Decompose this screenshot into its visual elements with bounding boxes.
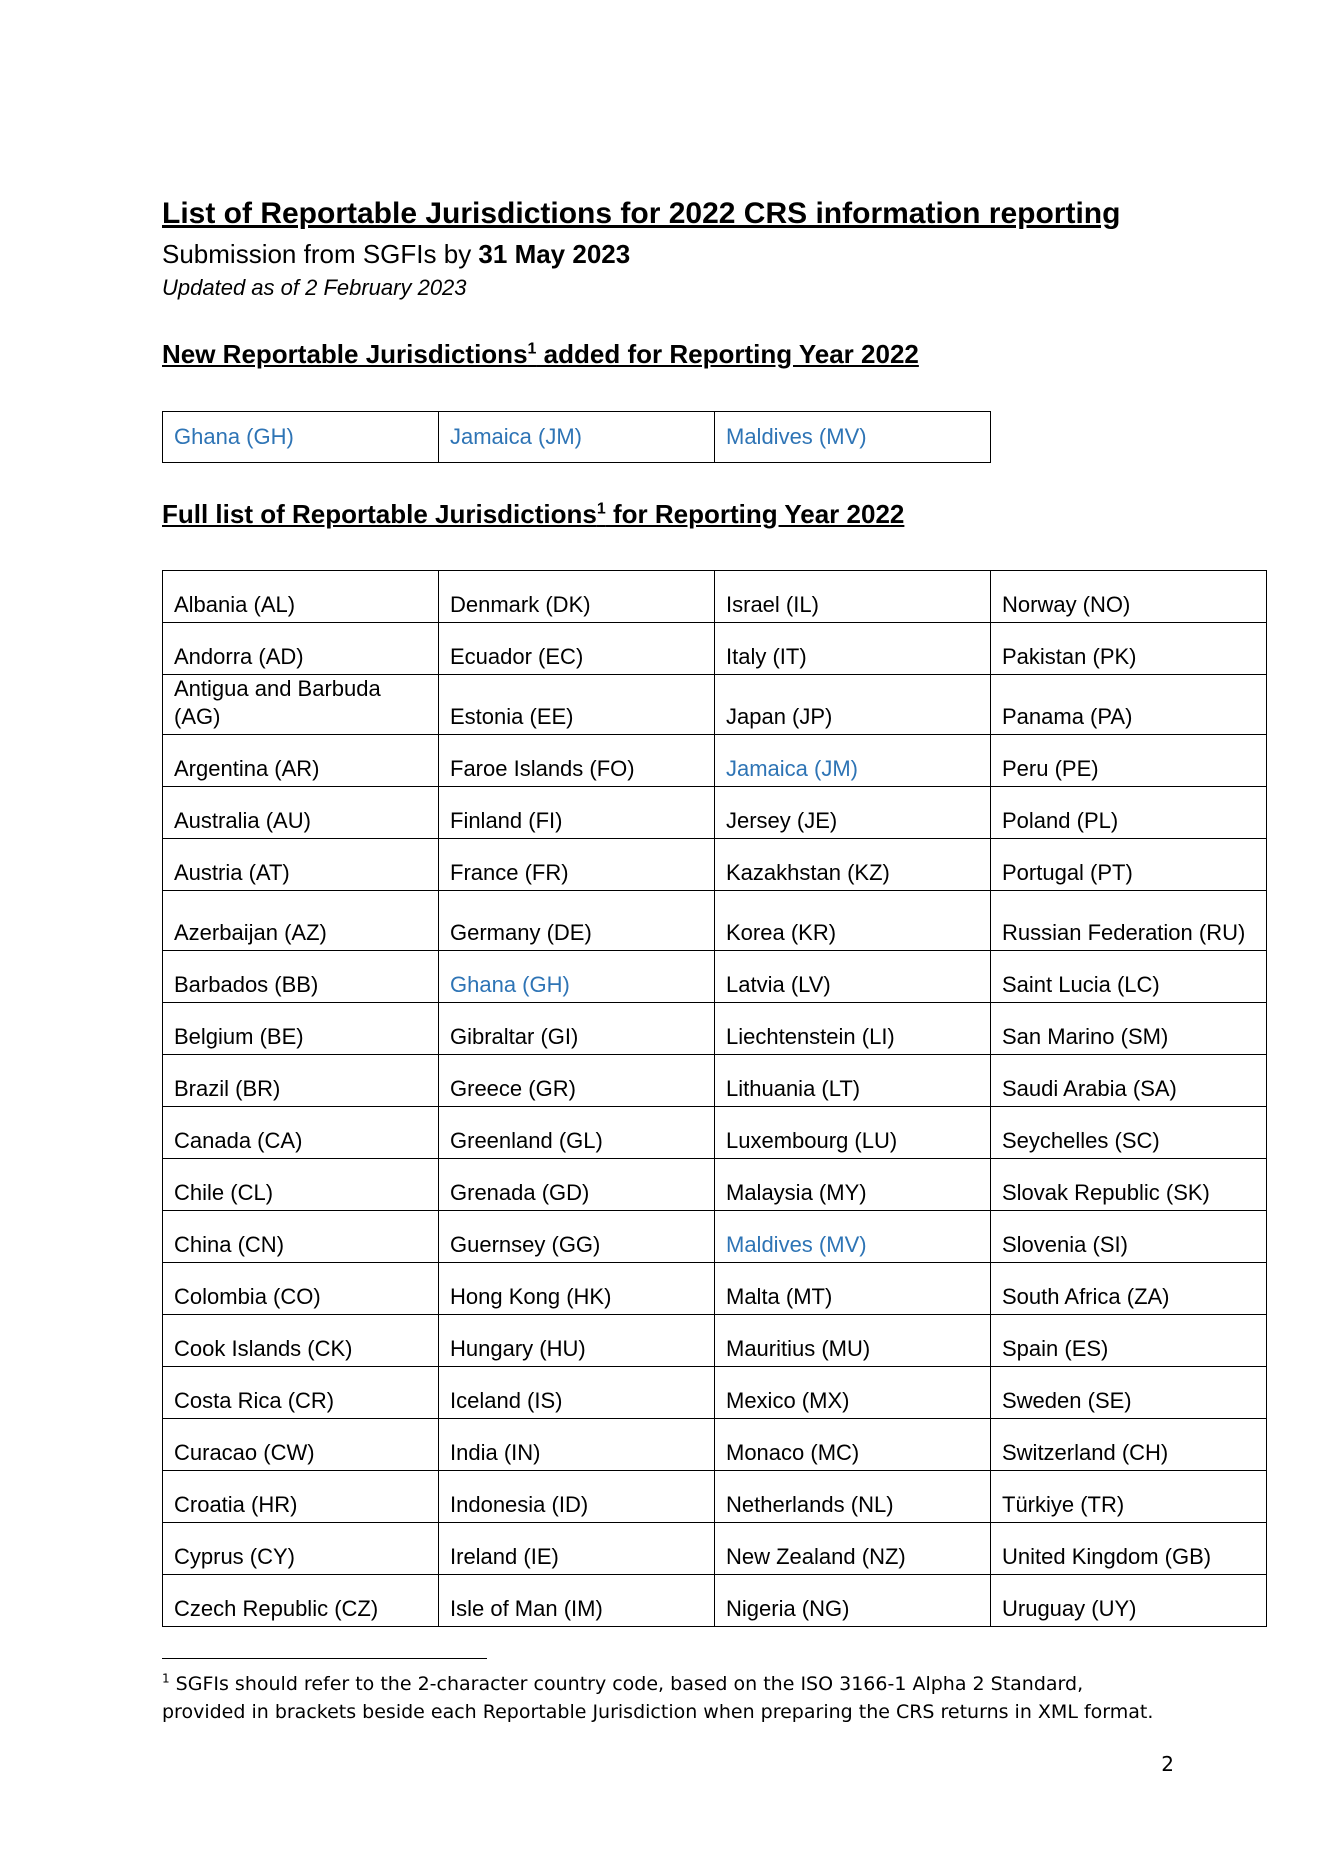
full-list-heading — [162, 498, 904, 530]
table-cell: Estonia (EE) — [439, 675, 715, 735]
table-cell: Hong Kong (HK) — [439, 1263, 715, 1315]
table-cell: Ghana (GH) — [439, 951, 715, 1003]
table-cell: Gibraltar (GI) — [439, 1003, 715, 1055]
table-cell: Kazakhstan (KZ) — [715, 839, 991, 891]
table-cell: United Kingdom (GB) — [991, 1523, 1267, 1575]
table-cell: Ecuador (EC) — [439, 623, 715, 675]
table-cell: San Marino (SM) — [991, 1003, 1267, 1055]
table-row — [163, 623, 1267, 675]
table-cell: Poland (PL) — [991, 787, 1267, 839]
table-cell: Monaco (MC) — [715, 1419, 991, 1471]
table-cell: Canada (CA) — [163, 1107, 439, 1159]
table-cell: Grenada (GD) — [439, 1159, 715, 1211]
table-row — [163, 1211, 1267, 1263]
table-cell: Slovak Republic (SK) — [991, 1159, 1267, 1211]
table-cell: France (FR) — [439, 839, 715, 891]
table-cell: Luxembourg (LU) — [715, 1107, 991, 1159]
table-cell: Austria (AT) — [163, 839, 439, 891]
table-cell: Costa Rica (CR) — [163, 1367, 439, 1419]
table-cell: New Zealand (NZ) — [715, 1523, 991, 1575]
table-cell: Curacao (CW) — [163, 1419, 439, 1471]
table-cell: Iceland (IS) — [439, 1367, 715, 1419]
table-cell: Isle of Man (IM) — [439, 1575, 715, 1627]
table-row — [163, 571, 1267, 623]
footnote-marker: 1 — [162, 1671, 170, 1686]
table-cell: Panama (PA) — [991, 675, 1267, 735]
table-cell: Denmark (DK) — [439, 571, 715, 623]
table-row — [163, 1419, 1267, 1471]
table-cell: Liechtenstein (LI) — [715, 1003, 991, 1055]
table-row — [163, 1263, 1267, 1315]
page-number: 2 — [1161, 1752, 1174, 1776]
full-jurisdictions-table — [162, 570, 1267, 1627]
footnote-marker: 1 — [527, 340, 537, 358]
footnote-text: SGFIs should refer to the 2-character country code, based on the ISO 3166-1 Alpha 2 Standard, provided in brackets beside each Reportable Jurisdiction when preparing the CRS returns in XML format. — [162, 1673, 1154, 1723]
table-row — [163, 1367, 1267, 1419]
table-row — [163, 1523, 1267, 1575]
table-cell: Norway (NO) — [991, 571, 1267, 623]
table-cell: Ghana (GH) — [163, 412, 439, 463]
table-cell: India (IN) — [439, 1419, 715, 1471]
table-cell: Israel (IL) — [715, 571, 991, 623]
table-cell: Croatia (HR) — [163, 1471, 439, 1523]
table-cell: Saudi Arabia (SA) — [991, 1055, 1267, 1107]
table-cell: Jamaica (JM) — [715, 735, 991, 787]
table-cell: China (CN) — [163, 1211, 439, 1263]
table-cell: Portugal (PT) — [991, 839, 1267, 891]
table-cell: Jersey (JE) — [715, 787, 991, 839]
table-cell: Greenland (GL) — [439, 1107, 715, 1159]
table-cell: Cook Islands (CK) — [163, 1315, 439, 1367]
table-cell: South Africa (ZA) — [991, 1263, 1267, 1315]
footnote-divider — [162, 1658, 487, 1659]
table-row — [163, 1471, 1267, 1523]
table-cell: Spain (ES) — [991, 1315, 1267, 1367]
table-cell: Antigua and Barbuda (AG) — [163, 675, 439, 735]
table-cell: Malta (MT) — [715, 1263, 991, 1315]
table-cell: Seychelles (SC) — [991, 1107, 1267, 1159]
table-cell: Guernsey (GG) — [439, 1211, 715, 1263]
table-row — [163, 1159, 1267, 1211]
table-cell: Russian Federation (RU) — [991, 891, 1267, 951]
new-jurisdictions-table — [162, 411, 991, 463]
table-cell: Türkiye (TR) — [991, 1471, 1267, 1523]
table-cell: Barbados (BB) — [163, 951, 439, 1003]
table-row — [163, 1107, 1267, 1159]
table-cell: Mexico (MX) — [715, 1367, 991, 1419]
table-cell: Azerbaijan (AZ) — [163, 891, 439, 951]
table-row — [163, 891, 1267, 951]
table-cell: Italy (IT) — [715, 623, 991, 675]
table-cell: Nigeria (NG) — [715, 1575, 991, 1627]
submission-prefix: Submission from SGFIs by — [162, 239, 479, 269]
new-heading-text: New Reportable Jurisdictions — [162, 339, 528, 369]
document-title: List of Reportable Jurisdictions for 2022 CRS information reporting — [162, 197, 1121, 230]
new-heading-text-end: added for Reporting Year 2022 — [536, 339, 919, 369]
table-cell: Maldives (MV) — [715, 412, 991, 463]
table-cell: Uruguay (UY) — [991, 1575, 1267, 1627]
table-row — [163, 735, 1267, 787]
table-cell: Jamaica (JM) — [439, 412, 715, 463]
full-heading-text: Full list of Reportable Jurisdictions — [162, 499, 597, 529]
table-cell: Netherlands (NL) — [715, 1471, 991, 1523]
table-cell: Germany (DE) — [439, 891, 715, 951]
submission-deadline: 31 May 2023 — [478, 239, 631, 269]
table-cell: Sweden (SE) — [991, 1367, 1267, 1419]
table-cell: Maldives (MV) — [715, 1211, 991, 1263]
table-cell: Switzerland (CH) — [991, 1419, 1267, 1471]
table-cell: Australia (AU) — [163, 787, 439, 839]
table-cell: Korea (KR) — [715, 891, 991, 951]
table-row — [163, 1315, 1267, 1367]
table-cell: Hungary (HU) — [439, 1315, 715, 1367]
table-cell: Faroe Islands (FO) — [439, 735, 715, 787]
table-cell: Finland (FI) — [439, 787, 715, 839]
table-cell: Japan (JP) — [715, 675, 991, 735]
new-jurisdictions-heading — [162, 338, 919, 370]
table-row — [163, 951, 1267, 1003]
table-cell: Czech Republic (CZ) — [163, 1575, 439, 1627]
full-heading-text-end: for Reporting Year 2022 — [605, 499, 905, 529]
table-cell: Indonesia (ID) — [439, 1471, 715, 1523]
table-cell: Malaysia (MY) — [715, 1159, 991, 1211]
submission-line — [162, 238, 630, 270]
table-row — [163, 1575, 1267, 1627]
table-cell: Latvia (LV) — [715, 951, 991, 1003]
table-cell: Ireland (IE) — [439, 1523, 715, 1575]
table-cell: Saint Lucia (LC) — [991, 951, 1267, 1003]
table-row — [163, 1055, 1267, 1107]
table-row — [163, 412, 991, 463]
footnote — [162, 1670, 1162, 1726]
table-cell: Lithuania (LT) — [715, 1055, 991, 1107]
table-cell: Pakistan (PK) — [991, 623, 1267, 675]
table-cell: Mauritius (MU) — [715, 1315, 991, 1367]
table-cell: Albania (AL) — [163, 571, 439, 623]
table-cell: Brazil (BR) — [163, 1055, 439, 1107]
table-cell: Andorra (AD) — [163, 623, 439, 675]
table-row — [163, 675, 1267, 735]
footnote-marker: 1 — [596, 500, 606, 518]
table-cell: Colombia (CO) — [163, 1263, 439, 1315]
table-row — [163, 839, 1267, 891]
table-row — [163, 787, 1267, 839]
table-cell: Peru (PE) — [991, 735, 1267, 787]
table-cell: Greece (GR) — [439, 1055, 715, 1107]
table-cell: Cyprus (CY) — [163, 1523, 439, 1575]
table-row — [163, 1003, 1267, 1055]
table-cell: Chile (CL) — [163, 1159, 439, 1211]
updated-date: Updated as of 2 February 2023 — [162, 275, 467, 300]
table-cell: Slovenia (SI) — [991, 1211, 1267, 1263]
full-table-body — [163, 571, 1267, 1627]
table-cell: Argentina (AR) — [163, 735, 439, 787]
table-cell: Belgium (BE) — [163, 1003, 439, 1055]
